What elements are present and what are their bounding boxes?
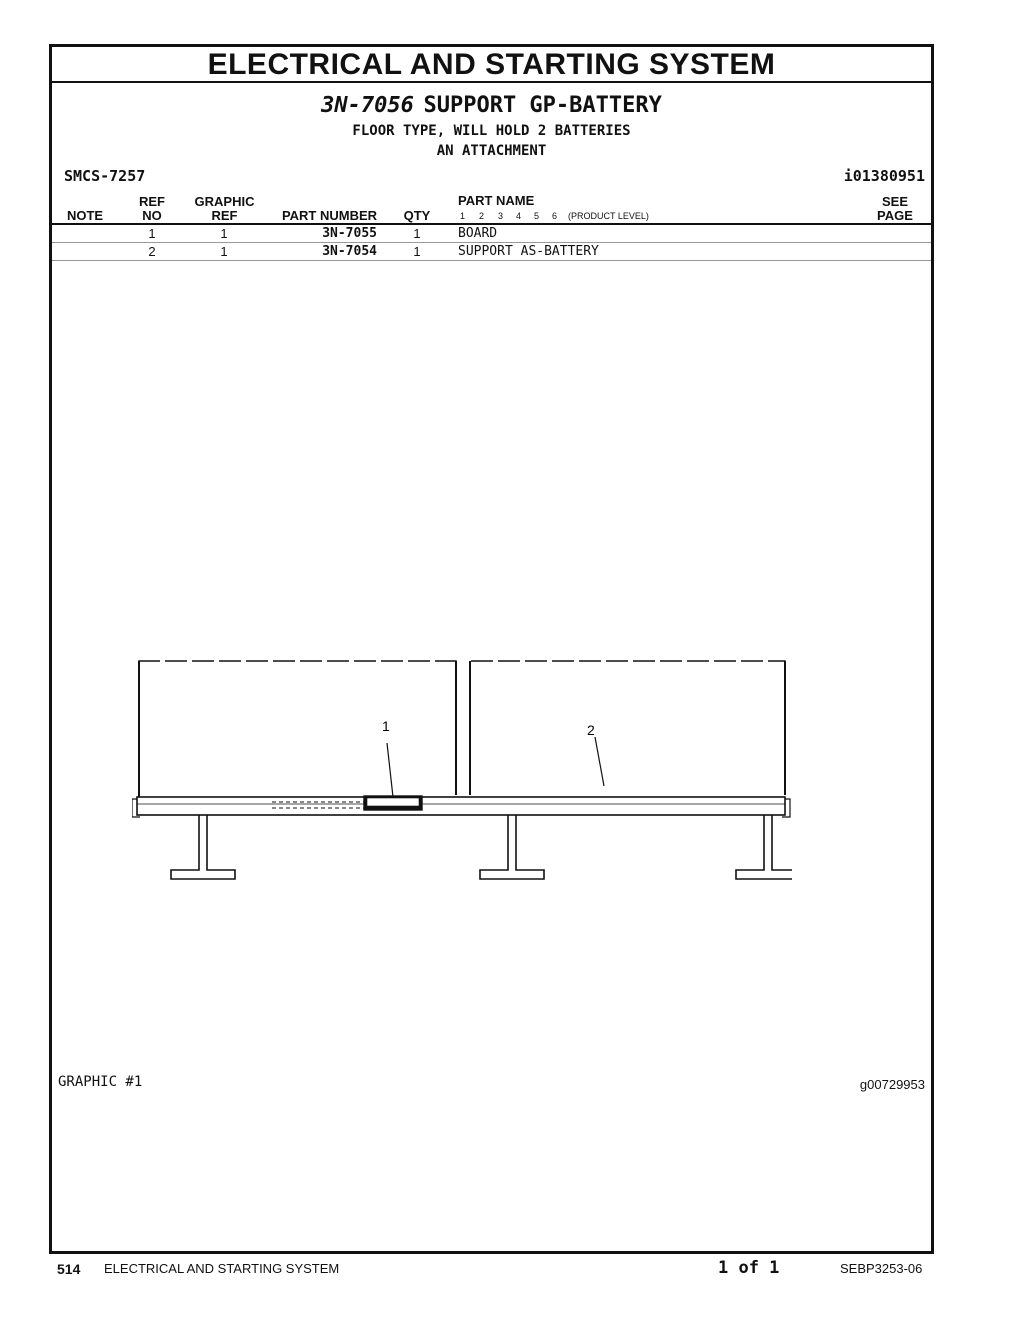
header-graphic-bottom: REF — [211, 208, 238, 223]
level-number: 1 — [460, 211, 466, 221]
callout-label: 1 — [382, 718, 390, 734]
smcs-code: SMCS-7257 — [64, 167, 146, 185]
row-divider — [52, 260, 931, 261]
level-number: 2 — [479, 211, 485, 221]
page-number: 514 — [57, 1261, 81, 1277]
header-qty: QTY — [403, 208, 431, 223]
group-heading — [52, 93, 931, 118]
header-see-bottom: PAGE — [877, 208, 913, 223]
battery-outline-right — [470, 661, 785, 795]
header-see-top: SEE — [881, 194, 908, 209]
level-number: 6 — [552, 211, 558, 221]
support-base — [137, 797, 785, 815]
part-name: BOARD — [458, 226, 498, 241]
page-of: 1 of 1 — [718, 1258, 780, 1278]
header-graphic-top: GRAPHIC — [194, 194, 255, 209]
level-number: 5 — [534, 211, 540, 221]
battery-outline-left — [139, 661, 456, 797]
ref-number: 1 — [148, 226, 156, 241]
graphic-ref: 1 — [220, 226, 228, 241]
support-leg-right — [736, 815, 792, 879]
header-ref-top: REF — [139, 194, 165, 209]
table-row — [52, 225, 931, 243]
section-title: ELECTRICAL AND STARTING SYSTEM — [52, 47, 931, 83]
group-part-number: 3N-7056 — [321, 93, 414, 118]
graphic-ref: 1 — [220, 244, 228, 259]
support-leg-middle — [480, 815, 544, 879]
quantity: 1 — [413, 226, 421, 241]
part-name: SUPPORT AS-BATTERY — [458, 244, 599, 259]
level-number: 4 — [516, 211, 522, 221]
ref-number: 2 — [148, 244, 156, 259]
graphic-label: GRAPHIC #1 — [58, 1074, 143, 1090]
part-number: 3N-7055 — [322, 226, 377, 241]
header-part-number: PART NUMBER — [281, 208, 378, 223]
group-description-line: AN ATTACHMENT — [436, 143, 547, 159]
header-part-name: PART NAME — [458, 193, 535, 208]
page-frame — [49, 44, 934, 1254]
document-id: SEBP3253-06 — [840, 1261, 923, 1276]
callout-label: 2 — [587, 722, 595, 738]
level-label: (PRODUCT LEVEL) — [568, 211, 649, 221]
quantity: 1 — [413, 244, 421, 259]
level-number: 3 — [498, 211, 504, 221]
table-row — [52, 243, 931, 261]
footer-section: ELECTRICAL AND STARTING SYSTEM — [104, 1261, 340, 1276]
header-ref-bottom: NO — [142, 208, 162, 223]
group-description-line: FLOOR TYPE, WILL HOLD 2 BATTERIES — [352, 123, 631, 139]
support-leg-left — [171, 815, 235, 879]
graphic-id: g00729953 — [859, 1077, 925, 1092]
part-number: 3N-7054 — [322, 244, 377, 259]
header-note: NOTE — [66, 208, 104, 223]
battery-support-drawing — [132, 655, 792, 885]
illustration-id: i01380951 — [843, 167, 925, 185]
group-name: SUPPORT GP-BATTERY — [423, 93, 662, 118]
